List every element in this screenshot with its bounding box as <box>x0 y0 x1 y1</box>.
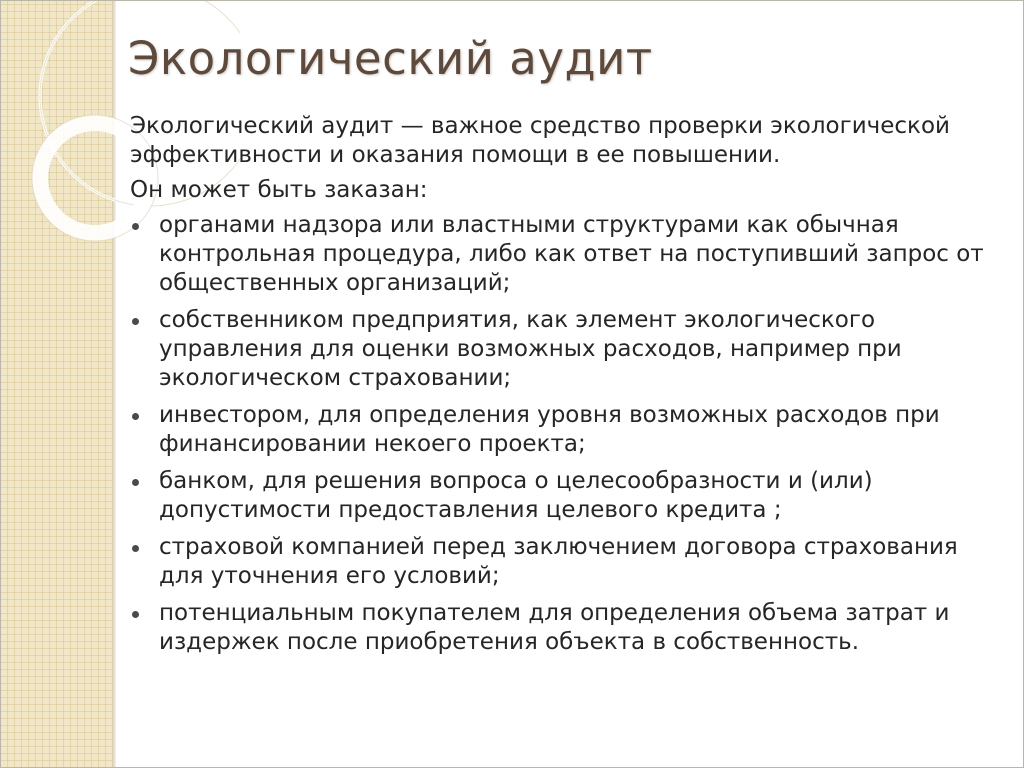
list-item-text: банком, для решения вопроса о целесообразности и (или) допустимости предоставления целевого кредита ; <box>159 468 873 523</box>
list-item <box>130 533 1000 591</box>
list-item-text: потенциальным покупателем для определения объема затрат и издержек после приобретения объекта в собственность. <box>159 600 950 655</box>
side-panel-edge <box>112 0 116 768</box>
list-item-text: органами надзора или властными структурами как обычная контрольная процедура, либо как ответ на поступивший запрос от общественных организаций; <box>159 212 984 296</box>
list-item <box>130 401 1000 459</box>
bullet-icon <box>132 545 139 552</box>
slide-title: Экологический аудит <box>128 32 653 85</box>
bullet-list <box>130 211 1000 657</box>
list-item <box>130 467 1000 525</box>
list-item <box>130 599 1000 657</box>
bullet-icon <box>132 611 139 618</box>
slide-body <box>130 112 1000 665</box>
list-item-text: инвестором, для определения уровня возможных расходов при финансировании некоего проекта; <box>159 402 940 457</box>
bullet-icon <box>132 413 139 420</box>
intro-paragraph: Экологический аудит — важное средство проверки экологической эффективности и оказания помощи в ее повышении. <box>130 113 950 168</box>
list-item-text: страховой компанией перед заключением договора страхования для уточнения его условий; <box>159 534 958 589</box>
bullet-icon <box>132 223 139 230</box>
lead-paragraph: Он может быть заказан: <box>130 177 428 203</box>
list-item <box>130 306 1000 393</box>
bullet-icon <box>132 318 139 325</box>
list-item <box>130 211 1000 298</box>
bullet-icon <box>132 479 139 486</box>
list-item-text: собственником предприятия, как элемент экологического управления для оценки возможных расходов, например при экологическом страховании; <box>159 307 902 391</box>
decorative-side-panel <box>0 0 113 768</box>
